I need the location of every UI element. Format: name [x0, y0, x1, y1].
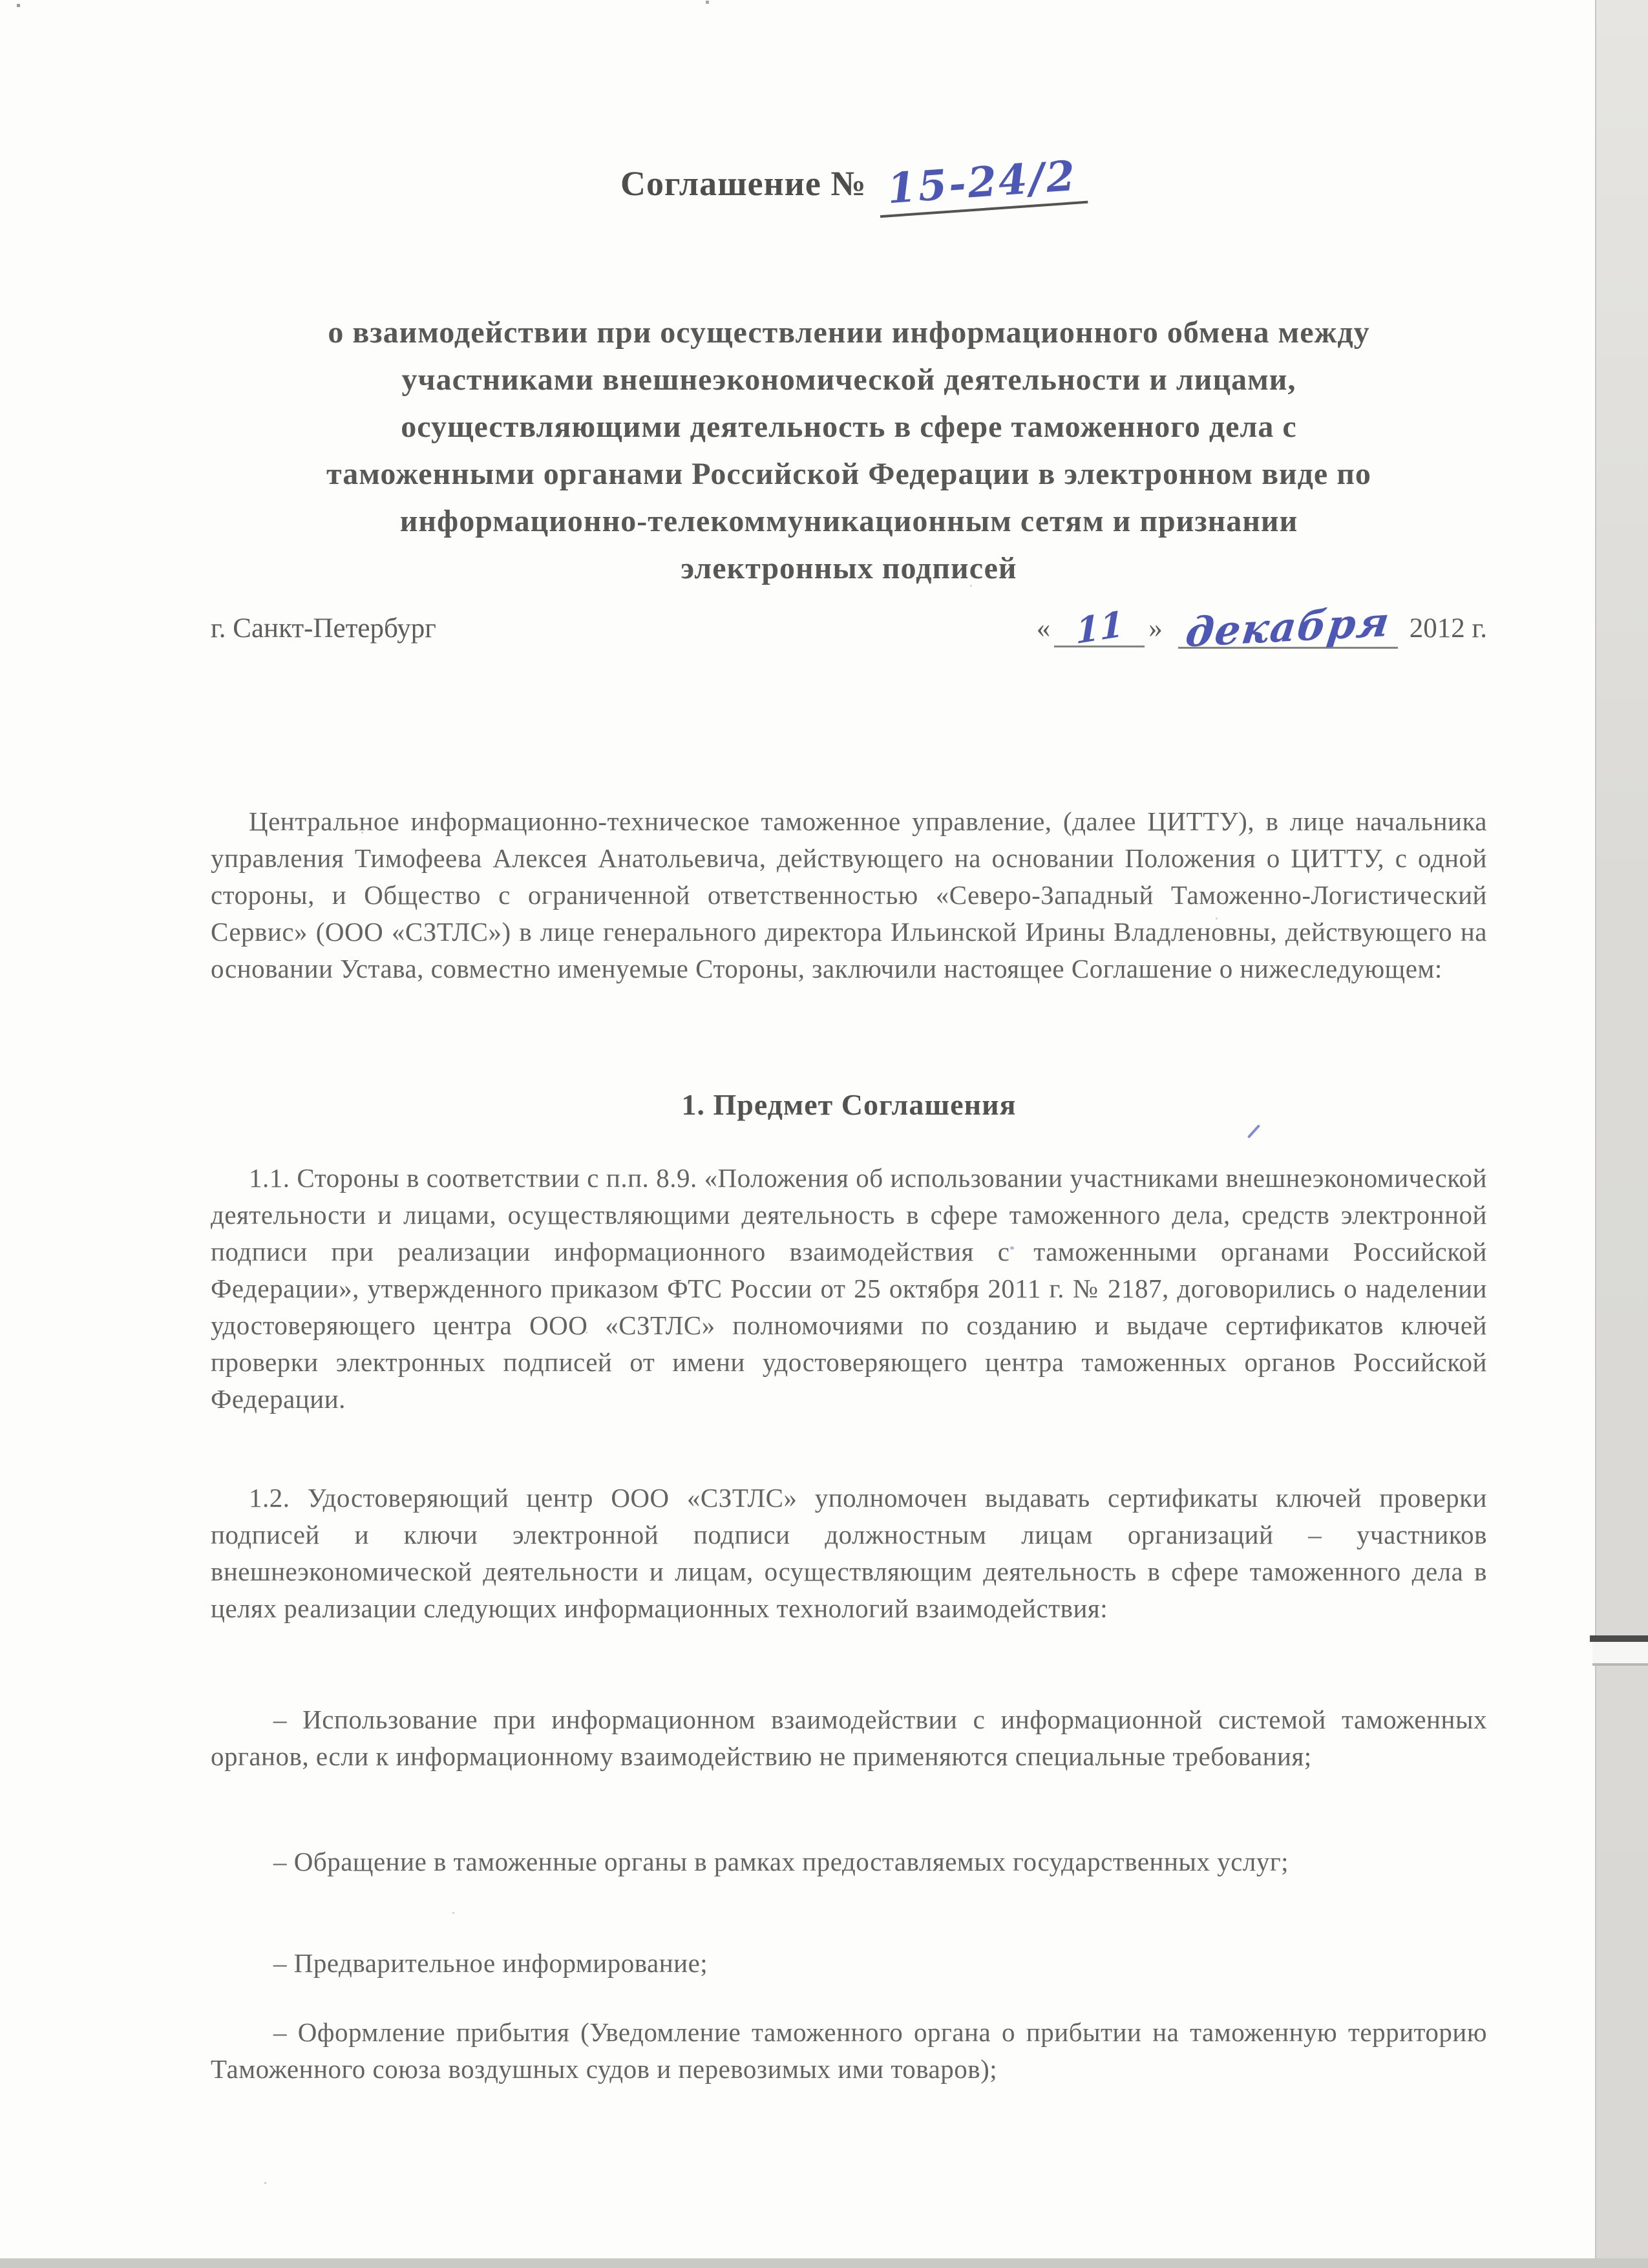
subtitle-line: электронных подписей [681, 551, 1017, 585]
subtitle-line: осуществляющими деятельность в сфере таможенного дела с [401, 410, 1297, 444]
month-handwritten: декабря [1183, 598, 1393, 656]
bullet-item: – Предварительное информирование; [273, 1948, 708, 1978]
scan-dust-specks [0, 0, 1, 1]
date-group [1036, 598, 1487, 656]
document-title-typed: Соглашение № [620, 164, 867, 203]
section-1-heading: 1. Предмет Соглашения [681, 1088, 1017, 1121]
bullet-item: – Оформление прибытия (Уведомление таможенного органа о прибытии на таможенную территорию Таможенного союза воздушных судов и перевозимых ими товаров); [211, 2017, 1487, 2084]
underlying-sheet-edge-line [1592, 1663, 1648, 1666]
agreement-number-underline [876, 151, 1087, 218]
place-and-date-line [211, 598, 1487, 656]
scanner-background-band [1595, 0, 1648, 2268]
document-subtitle [211, 309, 1487, 592]
open-quote: « [1036, 613, 1051, 644]
paragraph-1-2: 1.2. Удостоверяющий центр ООО «СЗТЛС» уполномочен выдавать сертификаты ключей проверки подписей и ключи электронной подписи должностным лицам организаций – участников внешнеэкономической деятельности и лицам, осуществляющим деятельность в сфере таможенного дела в целях реализации следующих информационных технологий взаимодействия: [211, 1483, 1487, 1623]
preamble-paragraph: Центральное информационно-техническое таможенное управление, (далее ЦИТТУ), в лице начальника управления Тимофеева Алексея Анатольевича, действующего на основании Положения о ЦИТТУ, с одной стороны, и Общество с ограниченной ответственностью «Северо-Западный Таможенно-Логистический Сервис» (ООО «СЗТЛС») в лице генерального директора Ильинской Ирины Владленовны, действующего на основании Устава, совместно именуемые Стороны, заключили настоящее Соглашение о нижеследующем: [211, 806, 1487, 983]
document-title [620, 151, 1086, 214]
paragraph-1-1: 1.1. Стороны в соответствии с п.п. 8.9. «Положения об использовании участниками внешнеэкономической деятельности и лицами, осуществляющими деятельность в сфере таможенного дела, средств электронной подписи при реализации информационного взаимодействия с таможенными органами Российской Федерации», утвержденного приказом ФТС России от 25 октября 2011 г. № 2187, договорились о наделении удостоверяющего центра ООО «СЗТЛС» полномочиями по созданию и выдаче сертификатов ключей проверки электронных подписей от имени удостоверяющего центра таможенных органов Российской Федерации. [211, 1163, 1487, 1414]
month-blank-underline [1178, 598, 1398, 656]
subtitle-line: о взаимодействии при осуществлении информационного обмена между [328, 315, 1370, 350]
close-quote: » [1148, 613, 1163, 644]
underlying-sheet-tab [1592, 1642, 1648, 1663]
scan-edge-dark-stripe [1590, 1635, 1648, 1642]
subtitle-line: информационно-телекоммуникационным сетям и признании [399, 504, 1298, 538]
blue-pen-tick-mark [1247, 1124, 1260, 1139]
year-label: 2012 г. [1409, 613, 1487, 644]
page-bottom-edge-shadow [0, 2252, 1648, 2258]
day-blank-underline [1054, 602, 1145, 653]
subtitle-line: участниками внешнеэкономической деятельности и лицами, [401, 362, 1296, 397]
agreement-number-handwritten: 15-24/2 [885, 151, 1079, 214]
city-label: г. Санкт-Петербург [211, 613, 436, 644]
day-handwritten: 11 [1075, 602, 1124, 653]
bullet-item: – Обращение в таможенные органы в рамках предоставляемых государственных услуг; [273, 1847, 1289, 1876]
scanner-background-bottom [0, 2258, 1648, 2268]
bullet-item: – Использование при информационном взаимодействии с информационной системой таможенных органов, если к информационному взаимодействию не применяются специальные требования; [211, 1705, 1487, 1771]
subtitle-line: таможенными органами Российской Федерации в электронном виде по [326, 457, 1371, 491]
